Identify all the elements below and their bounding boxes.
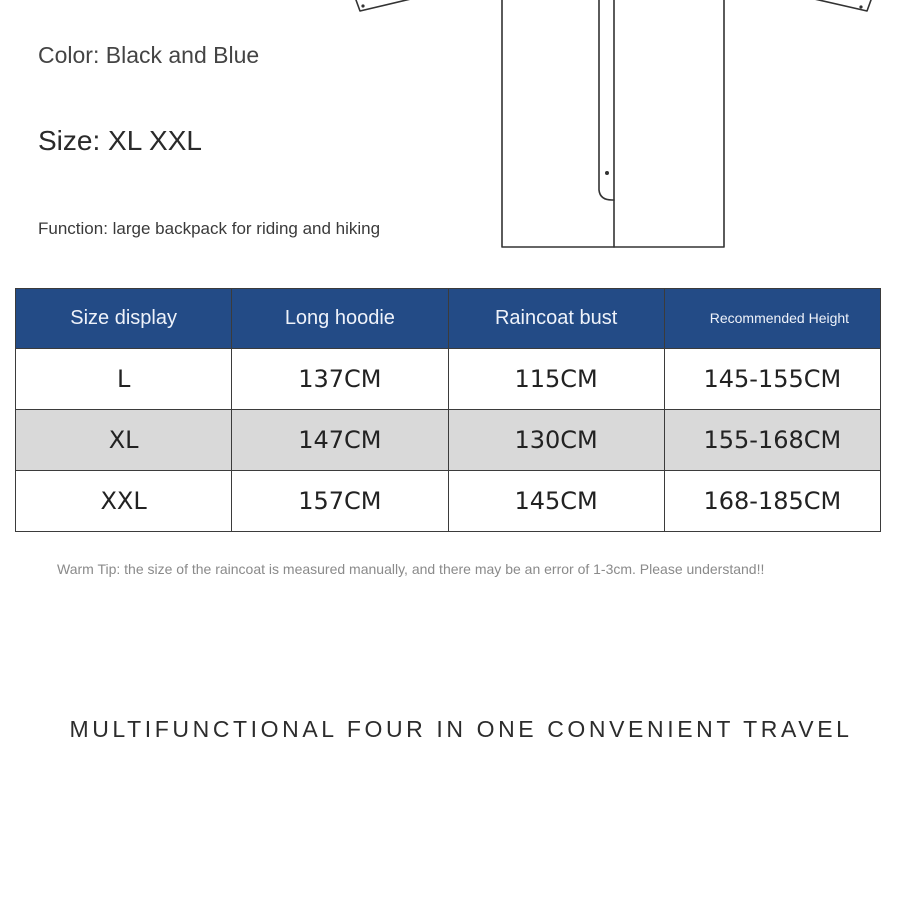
header-size-display: Size display bbox=[16, 289, 232, 349]
bust-cell: 130CM bbox=[448, 410, 664, 471]
feature-headline: MULTIFUNCTIONAL FOUR IN ONE CONVENIENT TRAVEL bbox=[69, 716, 853, 742]
length-cell: 137CM bbox=[232, 349, 448, 410]
color-spec: Color: Black and Blue bbox=[38, 42, 260, 68]
table-header-row bbox=[16, 289, 881, 349]
size-chart-table bbox=[15, 288, 881, 532]
table-row bbox=[16, 349, 881, 410]
function-spec: Function: large backpack for riding and hiking bbox=[38, 219, 381, 238]
header-recommended-height: Recommended Height bbox=[664, 289, 880, 349]
bust-cell: 145CM bbox=[448, 471, 664, 532]
header-long-hoodie: Long hoodie bbox=[232, 289, 448, 349]
length-cell: 157CM bbox=[232, 471, 448, 532]
length-cell: 147CM bbox=[232, 410, 448, 471]
size-spec: Size: XL XXL bbox=[38, 125, 202, 156]
height-cell: 168-185CM bbox=[664, 471, 880, 532]
size-cell: L bbox=[16, 349, 232, 410]
raincoat-outline-icon bbox=[340, 0, 900, 260]
height-cell: 145-155CM bbox=[664, 349, 880, 410]
table-row bbox=[16, 471, 881, 532]
header-raincoat-bust: Raincoat bust bbox=[448, 289, 664, 349]
bust-cell: 115CM bbox=[448, 349, 664, 410]
size-cell: XL bbox=[16, 410, 232, 471]
warm-tip-note: Warm Tip: the size of the raincoat is measured manually, and there may be an error of 1-3cm. Please understand!! bbox=[57, 561, 765, 577]
table-row bbox=[16, 410, 881, 471]
height-cell: 155-168CM bbox=[664, 410, 880, 471]
size-cell: XXL bbox=[16, 471, 232, 532]
